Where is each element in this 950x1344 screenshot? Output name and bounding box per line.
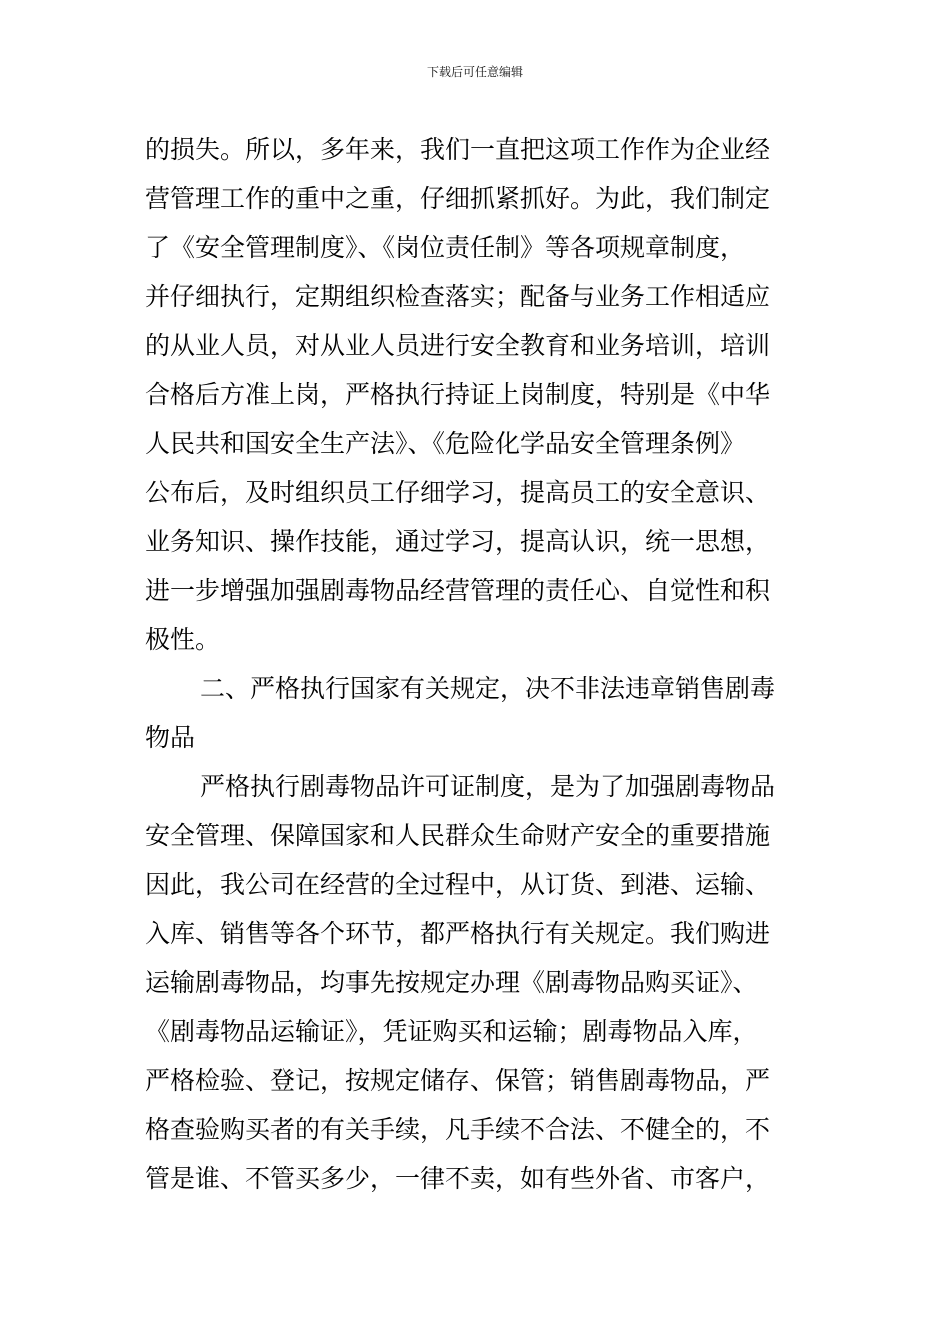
text-line: 并仔细执行，定期组织检查落实；配备与业务工作相适应	[145, 282, 771, 311]
text-line: 严格检验、登记，按规定储存、保管；销售剧毒物品，严	[145, 1066, 771, 1095]
text-line: 安全管理、保障国家和人民群众生命财产安全的重要措施	[145, 821, 771, 850]
text-line: 公布后，及时组织员工仔细学习，提高员工的安全意识、	[145, 478, 771, 507]
text-line: 的损失。所以，多年来，我们一直把这项工作作为企业经	[145, 135, 771, 164]
text-line: 合格后方准上岗，严格执行持证上岗制度，特别是《中华	[145, 380, 771, 409]
text-line: 营管理工作的重中之重，仔细抓紧抓好。为此，我们制定	[145, 184, 771, 213]
text-line: 了《安全管理制度》、《岗位责任制》等各项规章制度，	[145, 233, 746, 262]
text-line: 因此，我公司在经营的全过程中，从订货、到港、运输、	[145, 870, 771, 899]
text-line: 的从业人员，对从业人员进行安全教育和业务培训，培训	[145, 331, 771, 360]
text-line: 进一步增强加强剧毒物品经营管理的责任心、自觉性和积	[145, 576, 771, 605]
text-line: 管是谁、不管买多少，一律不卖，如有些外省、市客户，	[145, 1164, 771, 1193]
text-line: 极性。	[145, 625, 221, 654]
text-line: 入库、销售等各个环节，都严格执行有关规定。我们购进	[145, 919, 771, 948]
document-body	[145, 125, 805, 1203]
text-line: 严格执行剧毒物品许可证制度，是为了加强剧毒物品	[200, 772, 776, 801]
text-line: 《剧毒物品运输证》，凭证购买和运输；剧毒物品入库，	[145, 1017, 758, 1046]
text-line: 业务知识、操作技能，通过学习，提高认识，统一思想，	[145, 527, 771, 556]
text-line: 运输剧毒物品，均事先按规定办理《剧毒物品购买证》、	[145, 968, 758, 997]
text-line: 格查验购买者的有关手续，凡手续不合法、不健全的，不	[145, 1115, 771, 1144]
section-heading-line: 物品	[145, 723, 196, 752]
page-header: 下载后可任意编辑	[426, 65, 523, 79]
text-line: 人民共和国安全生产法》、《危险化学品安全管理条例》	[145, 429, 746, 458]
section-heading-line: 二、严格执行国家有关规定，决不非法违章销售剧毒	[200, 674, 776, 703]
